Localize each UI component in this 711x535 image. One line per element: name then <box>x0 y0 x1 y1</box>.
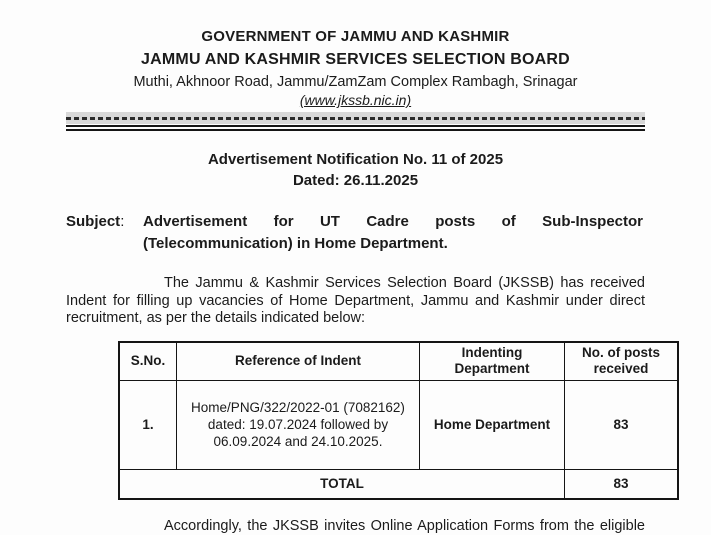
reference-line: dated: 19.07.2024 followed by <box>207 417 389 433</box>
header-posts: No. of posts received <box>565 342 679 381</box>
cell-posts: 83 <box>565 380 679 469</box>
indent-table <box>118 341 679 500</box>
government-title: GOVERNMENT OF JAMMU AND KASHMIR <box>201 28 510 45</box>
total-value: 83 <box>565 469 679 499</box>
dashed-rule <box>66 112 645 124</box>
notification-title: Advertisement Notification No. 11 of 2025 <box>207 151 504 168</box>
double-rule <box>66 125 645 131</box>
header-reference: Reference of Indent <box>177 342 420 381</box>
table-row <box>119 380 678 469</box>
board-title: JAMMU AND KASHMIR SERVICES SELECTION BOARD <box>141 51 570 68</box>
board-address: Muthi, Akhnoor Road, Jammu/ZamZam Complex Rambagh, Srinagar <box>133 74 578 90</box>
notification-date: Dated: 26.11.2025 <box>292 172 419 189</box>
closing-paragraph: Accordingly, the JKSSB invites Online Application Forms from the eligible <box>164 517 645 534</box>
notification-title-block <box>66 149 645 191</box>
indent-table-body <box>119 380 678 499</box>
indent-table-head <box>119 342 678 381</box>
intro-paragraph: The Jammu & Kashmir Services Selection Board (JKSSB) has received Indent for filling up vacancies of Home Department, Jammu and Kashmir under direct recruitment, as per the details indicated below: <box>66 275 645 327</box>
reference-lines <box>181 399 415 450</box>
subject-text: Advertisement for UT Cadre posts of Sub-Inspector (Telecommunication) in Home Department. <box>143 213 643 252</box>
document-header <box>66 28 645 108</box>
total-label: TOTAL <box>119 469 565 499</box>
reference-line: Home/PNG/322/2022-01 (7082162) <box>191 400 405 416</box>
dash-pattern <box>66 117 645 120</box>
website-line <box>66 92 645 108</box>
cell-department: Home Department <box>420 380 565 469</box>
table-total-row <box>119 469 678 499</box>
website-link[interactable]: (www.jkssb.nic.in) <box>299 92 412 108</box>
subject-block <box>66 211 645 254</box>
table-header-row <box>119 342 678 381</box>
subject-label: Subject <box>66 213 121 230</box>
header-department: Indenting Department <box>420 342 565 381</box>
subject-label-wrap <box>66 211 130 254</box>
header-separator <box>66 112 645 131</box>
cell-sno: 1. <box>119 380 177 469</box>
reference-line: 06.09.2024 and 24.10.2025. <box>213 434 383 450</box>
subject-colon: : <box>120 213 125 230</box>
cell-reference <box>177 380 420 469</box>
header-sno: S.No. <box>119 342 177 381</box>
